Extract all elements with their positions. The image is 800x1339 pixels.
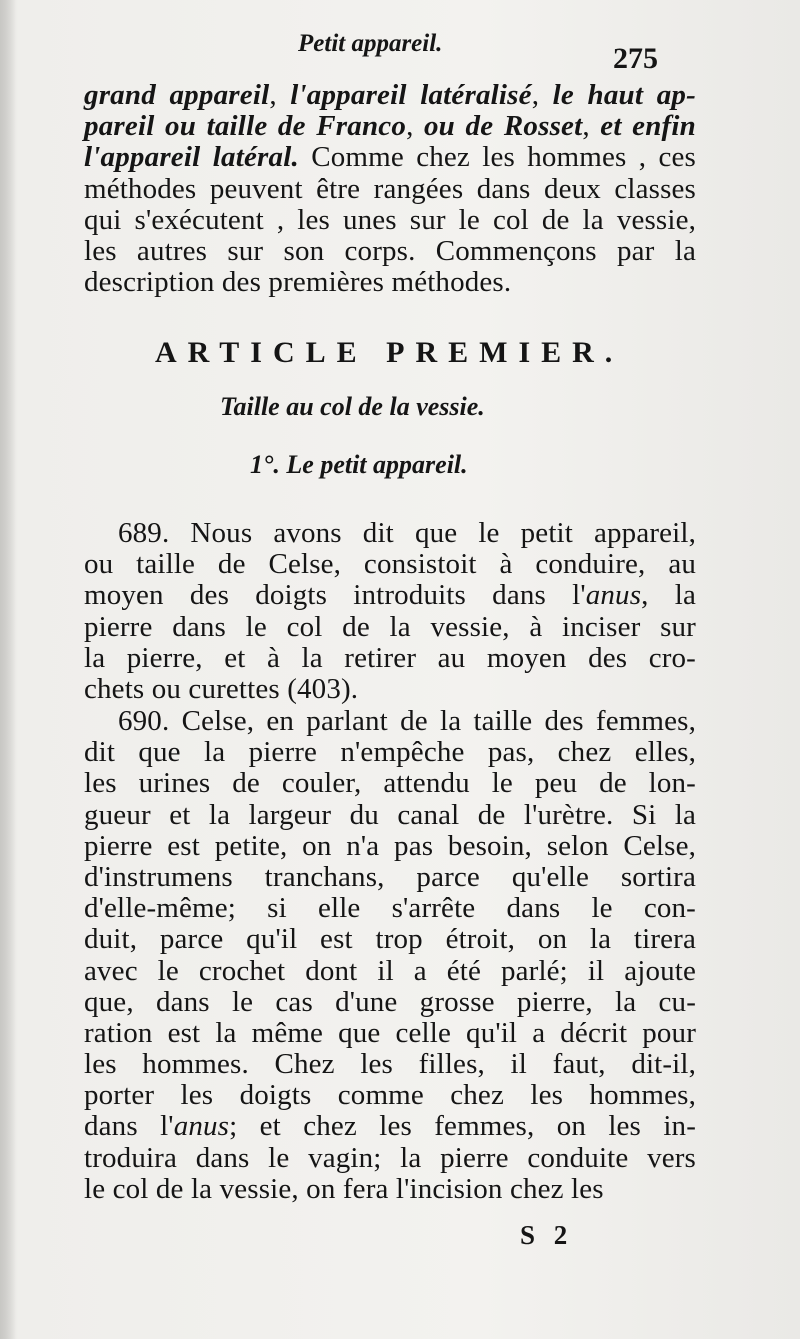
italic-text: ou <box>154 110 207 143</box>
text-segment: , <box>582 110 601 143</box>
text-segment: le col de la vessie, on fera l'incision chez les <box>84 1172 604 1205</box>
text-segment: troduira dans le vagin; la pierre conduite vers <box>84 1141 696 1174</box>
paragraph-690 <box>84 706 696 1205</box>
text-line <box>84 737 696 768</box>
text-segment: , la <box>641 579 696 612</box>
text-line <box>84 580 696 611</box>
italic-text: et enfin <box>600 110 696 143</box>
paragraph-689 <box>84 518 696 705</box>
text-line <box>84 800 696 831</box>
text-line <box>84 111 696 142</box>
text-segment: moyen des doigts introduits dans l' <box>84 579 586 612</box>
text-line <box>84 80 696 111</box>
text-line <box>84 142 696 173</box>
italic-text: taille de Franco <box>206 110 407 143</box>
running-title: Petit appareil. <box>298 30 443 57</box>
italic-text: le haut ap- <box>552 79 696 111</box>
italic-text: ou de Rosset <box>423 110 583 143</box>
text-segment: les hommes. Chez les filles, il faut, dit-il, <box>84 1048 696 1081</box>
text-line <box>84 1111 696 1142</box>
text-segment: porter les doigts comme chez les hommes, <box>84 1079 696 1112</box>
text-line <box>84 1018 696 1049</box>
signature-mark: S 2 <box>520 1220 574 1250</box>
text-segment: méthodes peuvent être rangées dans deux classes <box>84 172 696 205</box>
text-line <box>84 518 696 549</box>
italic-text: pareil <box>84 110 155 143</box>
text-line <box>84 893 696 924</box>
section-subheading: Taille au col de la vessie. <box>220 392 485 421</box>
text-segment: ; et chez les femmes, on les in- <box>229 1110 696 1143</box>
text-line <box>84 862 696 893</box>
text-segment: , <box>406 110 424 143</box>
text-line <box>84 831 696 862</box>
text-line <box>84 643 696 674</box>
text-segment: d'instrumens tranchans, parce qu'elle sortira <box>84 860 696 893</box>
text-line <box>84 205 696 236</box>
text-line <box>84 924 696 955</box>
text-segment: les urines de couler, attendu le peu de lon- <box>84 767 696 800</box>
italic-text: grand appareil <box>84 79 270 111</box>
text-segment: duit, parce qu'il est trop étroit, on la tirera <box>84 923 696 956</box>
page-header <box>298 30 658 75</box>
text-segment: dans l' <box>84 1110 174 1143</box>
text-segment: avec le crochet dont il a été parlé; il ajoute <box>84 954 696 987</box>
text-line <box>84 1049 696 1080</box>
page-number: 275 <box>613 42 658 75</box>
text-line <box>84 987 696 1018</box>
text-segment: qui s'exécutent , les unes sur le col de la vessie, <box>84 203 696 236</box>
italic-text: l'appareil latéral. <box>84 141 299 174</box>
italic-text: l'appareil latéralisé <box>290 79 532 111</box>
text-segment: 690. Celse, en parlant de la taille des femmes, <box>118 705 696 737</box>
text-segment: dit que la pierre n'empêche pas, chez elles, <box>84 736 696 769</box>
text-line <box>84 174 696 205</box>
text-segment: ration est la même que celle qu'il a décrit pour <box>84 1016 696 1049</box>
italic-text: anus <box>585 579 642 612</box>
intro-paragraph <box>84 80 696 298</box>
text-segment: pierre est petite, on n'a pas besoin, selon Celse, <box>84 829 696 862</box>
text-line <box>84 549 696 580</box>
text-line <box>84 1080 696 1111</box>
text-segment: la pierre, et à la retirer au moyen des cro- <box>84 641 696 674</box>
text-segment: , <box>531 79 553 111</box>
text-line <box>84 768 696 799</box>
text-line <box>84 236 696 267</box>
text-segment: Comme chez les hommes , ces <box>298 141 696 174</box>
text-line <box>84 1174 696 1205</box>
text-segment: ou taille de Celse, consistoit à conduire, au <box>84 548 696 581</box>
text-segment: que, dans le cas d'une grosse pierre, la cu- <box>84 985 696 1018</box>
page-fold-shadow <box>0 0 16 1339</box>
text-segment: 689. Nous avons dit que le petit appareil, <box>118 517 696 549</box>
text-line <box>84 674 696 705</box>
text-segment: d'elle-même; si elle s'arrête dans le con- <box>84 892 696 925</box>
subsection-subheading: 1°. Le petit appareil. <box>250 450 468 479</box>
text-segment: gueur et la largeur du canal de l'urètre. Si la <box>84 798 696 831</box>
text-segment: , <box>269 79 291 111</box>
text-line <box>84 267 696 298</box>
article-heading: ARTICLE PREMIER. <box>155 336 624 369</box>
text-segment: pierre dans le col de la vessie, à inciser sur <box>84 610 696 643</box>
text-line <box>84 956 696 987</box>
text-segment: description des premières méthodes. <box>84 266 512 299</box>
text-line <box>84 1143 696 1174</box>
text-segment: chets ou curettes (403). <box>84 672 359 705</box>
text-line <box>84 706 696 737</box>
text-segment: les autres sur son corps. Commençons par la <box>84 234 696 267</box>
text-line <box>84 612 696 643</box>
italic-text: anus <box>173 1110 230 1143</box>
